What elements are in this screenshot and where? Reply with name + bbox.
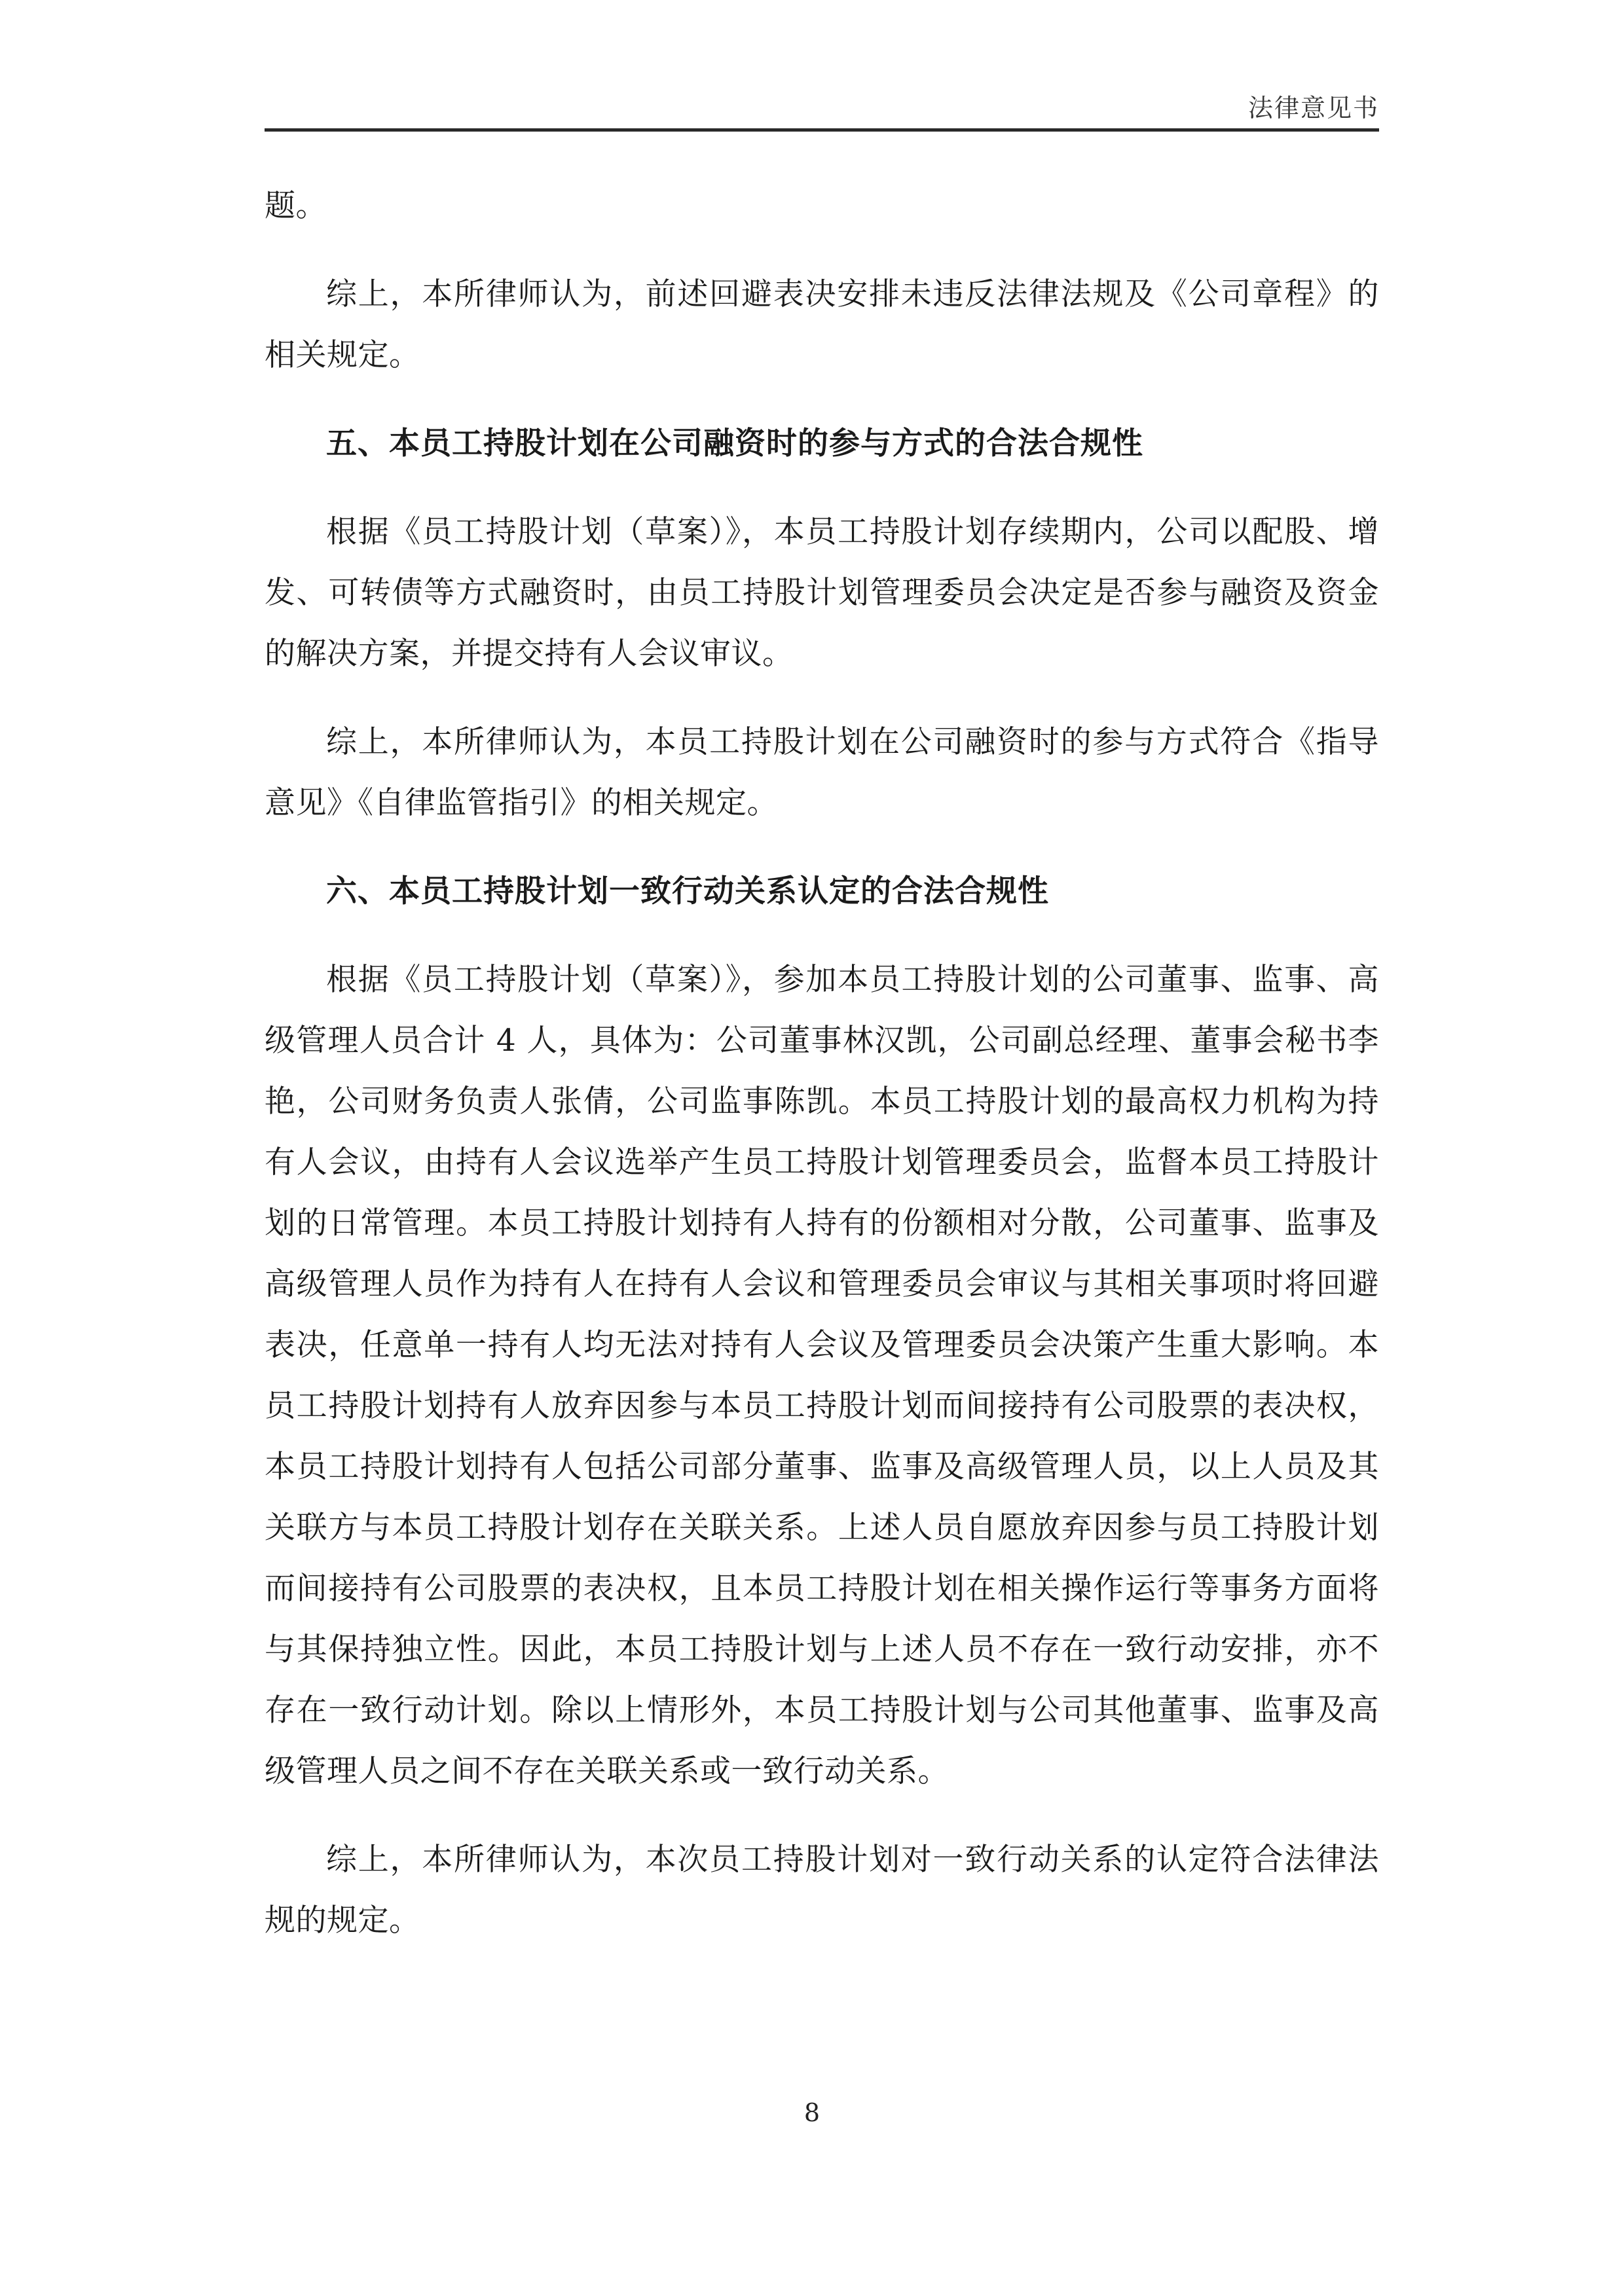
paragraph-continuation: 题。: [265, 188, 327, 224]
page-number: 8: [803, 2098, 821, 2127]
section-heading-5: 五、本员工持股计划在公司融资时的参与方式的合法合规性: [326, 426, 1143, 462]
paragraph-conclusion-avoidance: 综上，本所律师认为，前述回避表决安排未违反法律法规及《公司章程》的相关规定。: [265, 276, 1379, 373]
section-heading-6: 六、本员工持股计划一致行动关系认定的合法合规性: [326, 873, 1049, 909]
paragraph-concerted-action: 根据《员工持股计划（草案）》，参加本员工持股计划的公司董事、监事、高级管理人员合计 4 人，具体为：公司董事林汉凯，公司副总经理、董事会秘书李艳，公司财务负责人张倩，公司监事陈凯。本员工持股计划的最高权力机构为持有人会议，由持有人会议选举产生员工持股计划管理委员会，监督本员工持股计划的日常管理。本员工持股计划持有人持有的份额相对分散，公司董事、监事及高级管理人员作为持有人在持有人会议和管理委员会审议与其相关事项时将回避表决，任意单一持有人均无法对持有人会议及管理委员会决策产生重大影响。本员工持股计划持有人放弃因参与本员工持股计划而间接持有公司股票的表决权，本员工持股计划持有人包括公司部分董事、监事及高级管理人员，以上人员及其关联方与本员工持股计划存在关联关系。上述人员自愿放弃因参与员工持股计划而间接持有公司股票的表决权，且本员工持股计划在相关操作运行等事务方面将与其保持独立性。因此，本员工持股计划与上述人员不存在一致行动安排，亦不存在一致行动计划。除以上情形外，本员工持股计划与公司其他董事、监事及高级管理人员之间不存在关联关系或一致行动关系。: [265, 962, 1379, 1789]
paragraph-financing-participation: 根据《员工持股计划（草案）》，本员工持股计划存续期内，公司以配股、增发、可转债等方式融资时，由员工持股计划管理委员会决定是否参与融资及资金的解决方案，并提交持有人会议审议。: [265, 514, 1379, 672]
header-divider: [265, 128, 1379, 132]
paragraph-conclusion-financing: 综上，本所律师认为，本员工持股计划在公司融资时的参与方式符合《指导意见》《自律监管指引》的相关规定。: [265, 724, 1379, 821]
paragraph-conclusion-concerted-action: 综上，本所律师认为，本次员工持股计划对一致行动关系的认定符合法律法规的规定。: [265, 1842, 1379, 1939]
document-body: [265, 175, 1379, 1978]
header-title: 法律意见书: [1247, 94, 1379, 122]
